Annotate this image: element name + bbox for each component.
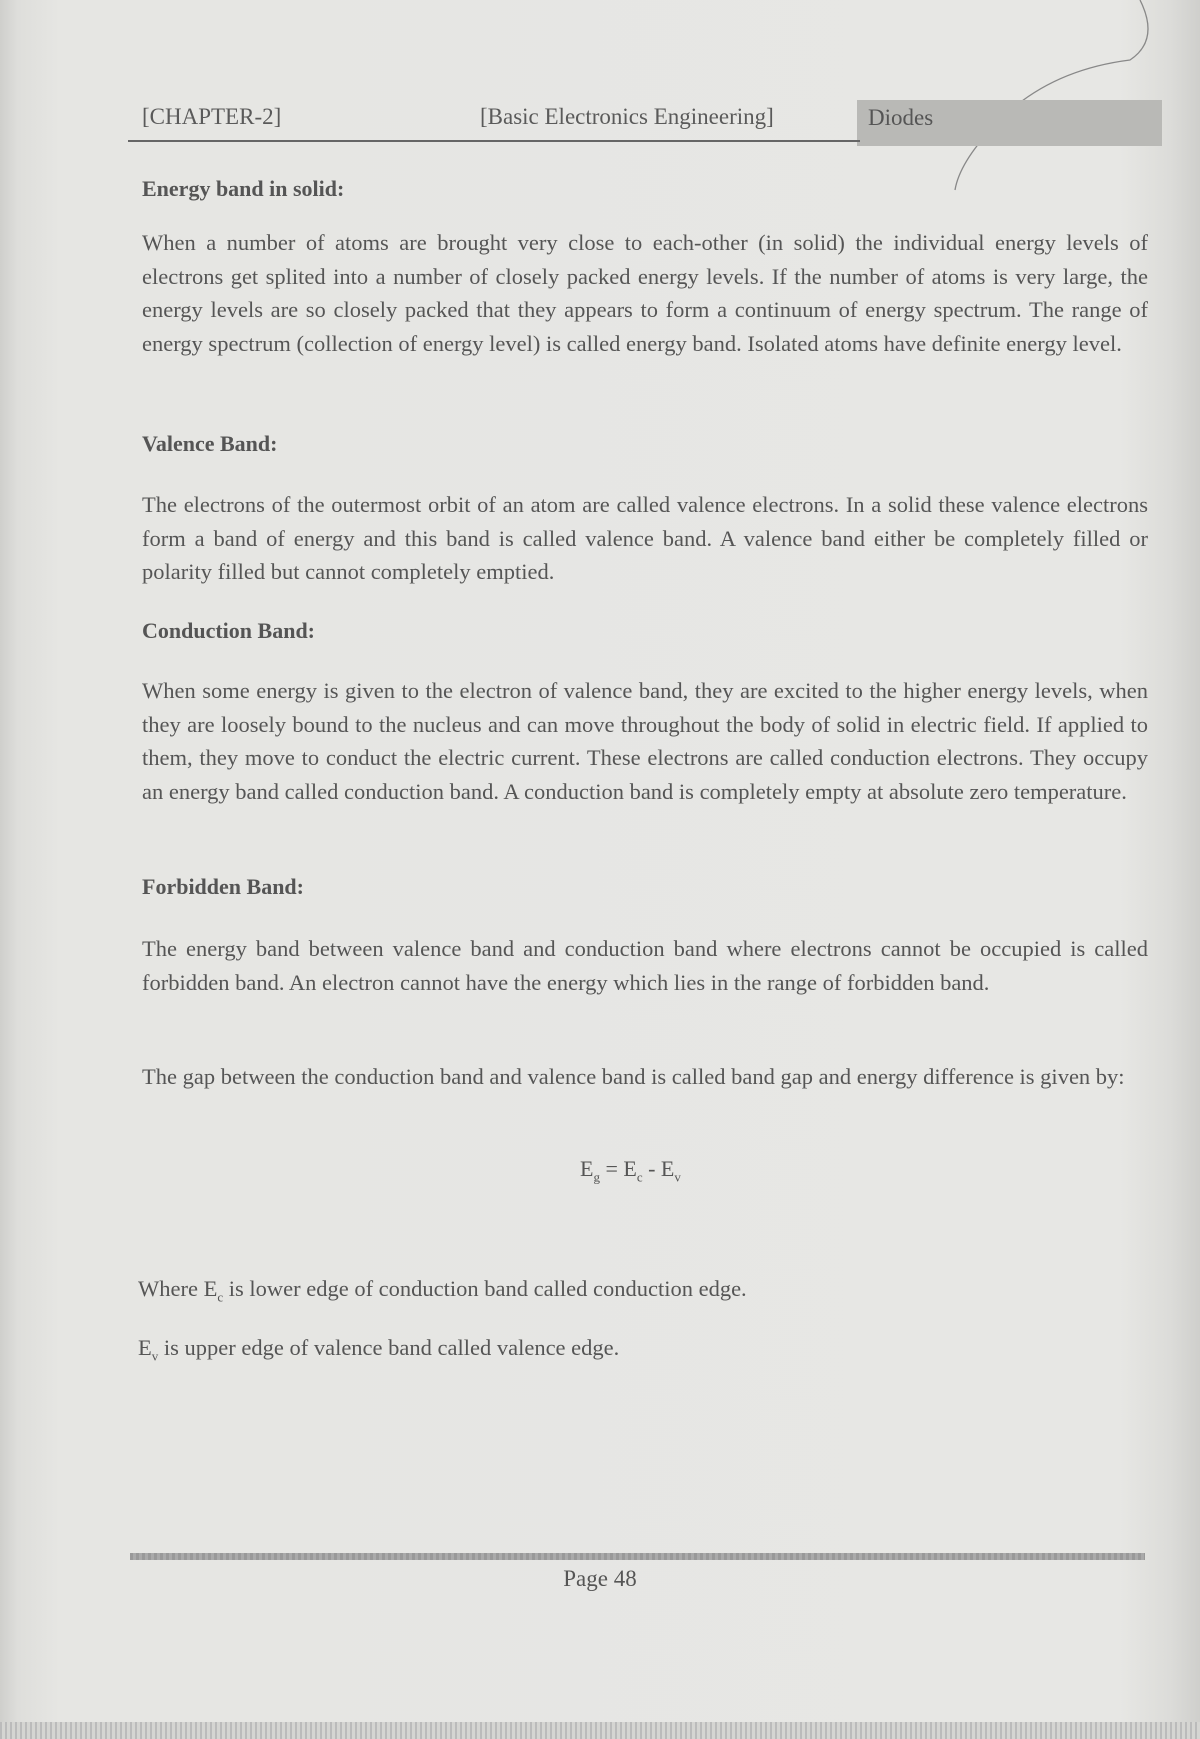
chapter-label: [CHAPTER-2] — [142, 104, 282, 129]
heading-conduction-band: Conduction Band: — [142, 618, 316, 643]
paragraph-band-gap: The gap between the conduction band and valence band is called band gap and energy difference is given by: — [142, 1064, 1125, 1089]
footer-rule — [130, 1553, 1145, 1560]
scan-edge-strip — [0, 1722, 1200, 1739]
definition-ec: Where $E_c$ is lower edge of conduction band called conduction edge. — [138, 1276, 747, 1305]
topic-label: Diodes — [868, 105, 934, 130]
header-rule — [128, 140, 860, 142]
paragraph-forbidden-band: The energy band between valence band and conduction band where electrons cannot be occupied is called forbidden band. An electron cannot have the energy which lies in the range of forbidden band. — [142, 936, 1148, 995]
heading-energy-band: Energy band in solid: — [142, 176, 345, 201]
heading-valence-band: Valence Band: — [142, 431, 278, 456]
heading-forbidden-band: Forbidden Band: — [142, 874, 304, 899]
definition-ev: $E_v$ is upper edge of valence band called valence edge. — [138, 1335, 620, 1364]
paragraph-valence-band: The electrons of the outermost orbit of an atom are called valence electrons. In a solid these valence electrons form a band of energy and this band is called valence band. A valence band either be completely filled or polarity filled but cannot completely emptied. — [142, 492, 1148, 584]
book-title: [Basic Electronics Engineering] — [480, 104, 774, 129]
page-number: Page 48 — [563, 1566, 637, 1591]
band-gap-equation: $E_g = E_c - E_v$ — [580, 1156, 681, 1185]
paragraph-energy-band: When a number of atoms are brought very close to each-other (in solid) the individual energy levels of electrons get splited into a number of closely packed energy levels. If the number of atoms is very large, the energy levels are so closely packed that they appears to form a continuum of energy spectrum. The range of energy spectrum (collection of energy level) is called energy band. Isolated atoms have definite energy level. — [142, 230, 1148, 356]
paragraph-conduction-band: When some energy is given to the electron of valence band, they are excited to the higher energy levels, when they are loosely bound to the nucleus and can move throughout the body of solid in electric field. If applied to them, they move to conduct the electric current. These electrons are called conduction electrons. They occupy an energy band called conduction band. A conduction band is completely empty at absolute zero temperature. — [142, 678, 1148, 804]
